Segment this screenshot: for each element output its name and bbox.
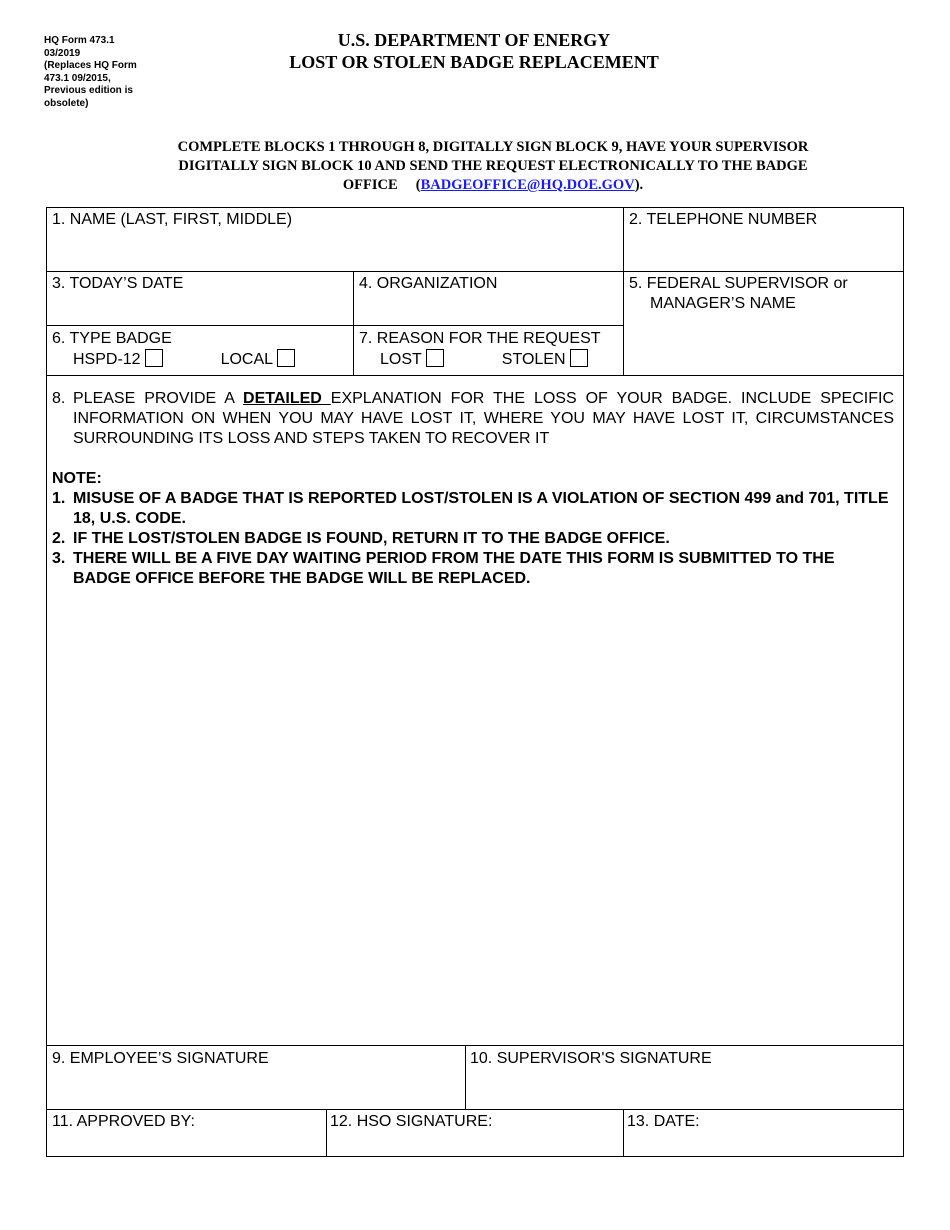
note-text: THERE WILL BE A FIVE DAY WAITING PERIOD FROM THE DATE THIS FORM IS SUBMITTED TO THE BADGE OFFICE BEFORE THE BADGE WILL BE REPLACED. bbox=[73, 550, 835, 587]
explanation-post: EXPLANATION FOR THE LOSS OF YOUR BADGE. INCLUDE SPECIFIC INFORMATION ON WHEN YOU MAY HAVE LOST IT, WHERE YOU MAY HAVE LOST IT, CIRCUMSTANCES SURROUNDING ITS LOSS AND STEPS TAKEN TO RECOVER IT bbox=[73, 390, 894, 447]
reason-field bbox=[359, 329, 601, 370]
open-paren: ( bbox=[415, 177, 421, 193]
organization-label: 4. ORGANIZATION bbox=[359, 275, 498, 292]
hso-signature-field[interactable] bbox=[330, 1112, 492, 1132]
badge-type-options bbox=[52, 349, 295, 370]
telephone-label: 2. TELEPHONE NUMBER bbox=[629, 211, 818, 228]
form-number: HQ Form 473.1 bbox=[44, 35, 115, 46]
notes bbox=[52, 469, 894, 589]
form-identifier bbox=[44, 35, 164, 110]
explanation-pre: PLEASE PROVIDE A bbox=[73, 390, 244, 407]
supervisor-name-label-2: MANAGER’S NAME bbox=[650, 295, 796, 312]
instructions bbox=[140, 138, 846, 195]
hspd12-label: HSPD-12 bbox=[73, 351, 141, 368]
grid-line bbox=[46, 207, 904, 208]
supervisor-signature-field[interactable] bbox=[470, 1049, 712, 1069]
badge-type-field bbox=[52, 329, 295, 370]
grid-line bbox=[46, 1045, 904, 1046]
grid-line bbox=[46, 375, 904, 376]
grid-line bbox=[353, 271, 354, 375]
agency-name: U.S. DEPARTMENT OF ENERGY bbox=[337, 30, 611, 50]
supervisor-name-label: 5. FEDERAL SUPERVISOR or bbox=[629, 275, 848, 292]
date-field[interactable] bbox=[627, 1112, 700, 1132]
grid-line bbox=[623, 207, 624, 375]
form-header bbox=[200, 29, 748, 73]
approved-by-label: 11. APPROVED BY: bbox=[52, 1113, 195, 1130]
note-item bbox=[52, 489, 894, 529]
grid-line bbox=[46, 271, 904, 272]
form-date: 03/2019 bbox=[44, 47, 81, 59]
explanation-number: 8. bbox=[52, 390, 66, 407]
form-replaces: (Replaces HQ Form bbox=[44, 60, 137, 71]
lost-checkbox[interactable] bbox=[426, 349, 444, 367]
note-number: 2. bbox=[52, 530, 66, 547]
instructions-line-2: DIGITALLY SIGN BLOCK 10 AND SEND THE REQUEST ELECTRONICALLY TO THE BADGE bbox=[178, 158, 808, 174]
name-label: 1. NAME (LAST, FIRST, MIDDLE) bbox=[52, 211, 293, 228]
explanation-detailed: DETAILED bbox=[243, 390, 331, 407]
explanation-text bbox=[73, 389, 894, 449]
organization-field[interactable] bbox=[359, 274, 497, 294]
local-checkbox[interactable] bbox=[277, 349, 295, 367]
supervisor-name-field[interactable] bbox=[629, 274, 848, 314]
note-text: MISUSE OF A BADGE THAT IS REPORTED LOST/STOLEN IS A VIOLATION OF SECTION 499 and 701, TITLE 18, U.S. CODE. bbox=[73, 490, 889, 527]
reason-label: 7. REASON FOR THE REQUEST bbox=[359, 330, 601, 347]
note-number: 3. bbox=[52, 550, 66, 567]
todays-date-label: 3. TODAY’S DATE bbox=[52, 275, 184, 292]
name-field[interactable] bbox=[52, 210, 292, 230]
supervisor-signature-label: 10. SUPERVISOR'S SIGNATURE bbox=[470, 1050, 712, 1067]
grid-line bbox=[46, 207, 47, 1157]
close-paren: ). bbox=[634, 177, 644, 193]
employee-signature-label: 9. EMPLOYEE’S SIGNATURE bbox=[52, 1050, 269, 1067]
explanation-field[interactable] bbox=[52, 389, 894, 589]
note-label: NOTE: bbox=[52, 470, 102, 487]
instructions-line-3 bbox=[140, 176, 846, 195]
grid-line bbox=[903, 207, 904, 1157]
grid-line bbox=[46, 325, 624, 326]
approved-by-field[interactable] bbox=[52, 1112, 195, 1132]
grid-line bbox=[46, 1156, 904, 1157]
form-title: LOST OR STOLEN BADGE REPLACEMENT bbox=[289, 52, 659, 72]
grid-line bbox=[465, 1045, 466, 1109]
instructions-line-1: COMPLETE BLOCKS 1 THROUGH 8, DIGITALLY SIGN BLOCK 9, HAVE YOUR SUPERVISOR bbox=[177, 139, 809, 155]
explanation-prompt bbox=[52, 389, 894, 449]
grid-line bbox=[623, 1109, 624, 1156]
note-item bbox=[52, 529, 894, 549]
employee-signature-field[interactable] bbox=[52, 1049, 269, 1069]
todays-date-field[interactable] bbox=[52, 274, 183, 294]
stolen-label: STOLEN bbox=[501, 351, 566, 368]
note-item bbox=[52, 549, 894, 589]
grid-line bbox=[46, 1109, 904, 1110]
note-text: IF THE LOST/STOLEN BADGE IS FOUND, RETURN IT TO THE BADGE OFFICE. bbox=[73, 530, 670, 547]
form-replaces-3: Previous edition is bbox=[44, 85, 133, 96]
instructions-office: OFFICE bbox=[342, 177, 398, 193]
form-replaces-2: 473.1 09/2015, bbox=[44, 72, 111, 84]
date-label: 13. DATE: bbox=[627, 1113, 700, 1130]
note-number: 1. bbox=[52, 490, 66, 507]
lost-label: LOST bbox=[380, 351, 422, 368]
grid-line bbox=[326, 1109, 327, 1156]
stolen-checkbox[interactable] bbox=[570, 349, 588, 367]
badge-office-email-link[interactable]: BADGEOFFICE@HQ.DOE.GOV bbox=[420, 177, 635, 193]
reason-options bbox=[359, 349, 601, 370]
form-replaces-4: obsolete) bbox=[44, 97, 89, 109]
local-label: LOCAL bbox=[220, 351, 274, 368]
telephone-field[interactable] bbox=[629, 210, 817, 230]
badge-type-label: 6. TYPE BADGE bbox=[52, 330, 172, 347]
hso-signature-label: 12. HSO SIGNATURE: bbox=[330, 1113, 493, 1130]
hspd12-checkbox[interactable] bbox=[145, 349, 163, 367]
